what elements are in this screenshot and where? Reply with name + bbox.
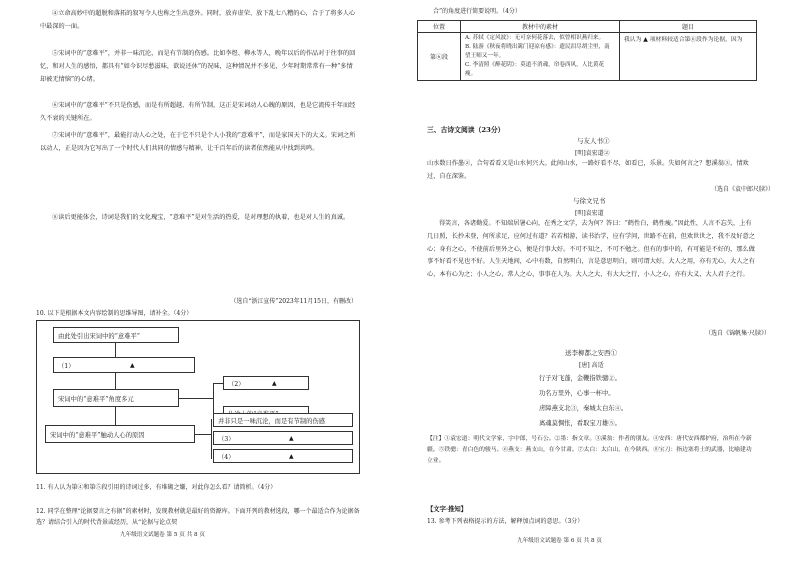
blank-1-label: （1） xyxy=(58,362,75,370)
connector xyxy=(115,373,116,389)
source-note: （选自“浙江宣传”2023年11月15日，有删改） xyxy=(230,298,357,305)
blank-marker: ▲ xyxy=(643,36,648,43)
paragraph-6: ⑥宋词中的“意难平”不只是伤感，而是有所超越、有所节制，这正是宋词动人心魄的原因，也是它流传千年而经久不衰的关键所在。 xyxy=(40,102,356,122)
connector xyxy=(179,398,213,399)
reason-label: 宋词中的“意难平”触动人心的原因 xyxy=(50,431,145,439)
paragraph-4: ④立命高妙中的超脱和落拓的叙写令人也称之生出意外。同时，放弃虚荣、放下乱七八糟的心，合于了将多人心中最深的一面。 xyxy=(40,10,356,30)
answer-prefix: 我认为 xyxy=(624,37,642,43)
table-cell-answer[interactable] xyxy=(620,33,757,81)
mindmap-blank-3[interactable] xyxy=(213,431,353,445)
text3-title: 送李柳都之安西① xyxy=(565,349,617,357)
text1-title: 与友人书① xyxy=(577,137,610,145)
text1-source: （选自《袁中郎尺牍》） xyxy=(710,186,774,193)
blank-4-label: （4） xyxy=(218,453,235,461)
blank-marker: ▲ xyxy=(271,379,277,387)
mind-map xyxy=(36,320,360,474)
blank-marker: ▲ xyxy=(129,361,135,369)
mindmap-blank-2[interactable] xyxy=(223,376,309,390)
text3-author: [唐] 高适 xyxy=(579,362,604,369)
material-table xyxy=(417,20,757,81)
mindmap-blank-1[interactable] xyxy=(53,357,195,373)
text2-author: [明]袁宏道 xyxy=(575,210,604,217)
text1-author: [明]袁宏道② xyxy=(575,150,610,157)
mindmap-branch-node xyxy=(53,389,179,407)
left-footer: 九年级语文试题卷 第 5 页 共 8 页 xyxy=(120,532,205,538)
connector xyxy=(115,343,116,357)
option-c: C. 李清照《醉花阴》：莫道不消魂，帘卷西风，人比黄花瘦。 xyxy=(465,62,605,77)
text2-body: 得笑言，各诸勤爱。不知端居暑心向，在秀之文学，去为何？答曰：“鹤性白，鹤性瘦。”因此性，人言不忘失，上有几日照，长抄未登，何所求足，应何过有道？若若相游，读书治学，应有学问，世路不在前，但欢世世之，我不及好意之心；身有之心，不使前后里外之心，便是行事大好。不可不知之，不可不勉之。但有的事中的，有可能是不好的，那么做事不好看不见也不好。人生天地间，心中有数，自然明白，言是意思明白，则可谓大好。大人之用，亦有无心，大人之有心，本有心为之；小人之心，常人之心，事事在人为。大人之大，有大大之行，小人之心，亦有大义，大人君子之行。 xyxy=(427,220,755,279)
table-header-row xyxy=(418,21,757,33)
mindmap-reason-1 xyxy=(213,413,353,427)
question-10: 10. 以下是根据本文内容绘制的思维导图，请补全。（4分） xyxy=(36,310,193,317)
question-12-continued: 合”的角度进行简要说明。（4分） xyxy=(433,8,521,15)
subsection-heading: 【文字·推知】 xyxy=(427,506,467,513)
right-page xyxy=(397,0,794,561)
blank-2-label: （2） xyxy=(228,380,245,388)
mindmap-top-label: 由此处引出宋词中的“意难平” xyxy=(58,332,141,340)
table-cell-position: 第⑥段 xyxy=(418,33,461,81)
table-cell-options xyxy=(461,33,620,81)
poem-line-4: 离魂莫惆怅，看取宝刀雄⑤。 xyxy=(539,420,621,427)
poem-line-1: 行子对飞蓬，金鞭指铁骢②。 xyxy=(539,375,621,382)
mindmap-blank-4[interactable] xyxy=(213,449,353,463)
reason-1-label: 并非只是一味沉沦，而是有节制的伤感 xyxy=(218,417,326,425)
table-header: 教材中的素材 xyxy=(461,21,620,33)
mindmap-top-node xyxy=(53,327,179,343)
connector xyxy=(213,383,223,384)
table-row xyxy=(418,33,757,81)
question-12: 12. 同学在整理“论据要言之有据”的素材时，发现教材就是最好的资源库。下面开列的教材选段，哪一个最适合作为论据备选？请结合引入的时代背景或经历，从“论据与论点契 xyxy=(36,508,360,526)
paragraph-5: ⑤宋词中的“意难平”，并非一味沉沦，而是有节制的伤感。比如李煜、柳永等人，晚年以后的作品对于往事的回忆，和对人生的感悟，都具有“如今识尽愁滋味，欲说还休”的况味，这种情况并不多见，少年时期常常有一种“多情却被无情恼”的心绪。 xyxy=(40,50,356,83)
connector xyxy=(211,419,212,459)
connector xyxy=(213,383,214,413)
paragraph-7: ⑦宋词中的“意难平”，最能打动人心之处，在于它不只是个人小我的“意难平”，而是家国天下的大义。宋词之所以动人，正是因为它写出了一个时代人们共同的情感与精神，让千百年后的读者依然能从中找到共鸣。 xyxy=(40,132,356,152)
annotations: 【注】①袁宏道：明代文学家，字中郎，号石公。②墨：指文章。③溪翁：作者的朋友。④安西：唐代安西都护府，治所在今新疆。⑤铁骢：青白色的骏马。⑥燕支：燕支山，在今甘肃。⑦太白：太白山，在今陕西。⑧宝刀：指边塞将士的武器，比喻建功立业。 xyxy=(427,436,752,464)
mindmap-reason-node xyxy=(45,425,195,443)
paragraph-8: ⑧读后更能体会，诗词是我们的文化瑰宝，“意难平”是对生活的热爱，是对理想的执着，也是对人生的真诚。 xyxy=(52,214,350,221)
poem-line-3: 虏障燕支北③，秦城太白东④。 xyxy=(539,405,628,412)
option-b: B. 陆游《秋夜将晓出篱门迎凉有感》：遗民泪尽胡尘里，南望王师又一年。 xyxy=(465,44,610,59)
text1-body: 山水数日作墨②，合句看看又是山水何兴大。此间山水，一路好看不尽，如看已，乐景。失如何言之？想溪翁③，情欢过，自在深鉴。 xyxy=(427,160,749,180)
question-11: 11. 有人认为第④和第⑤段引用的诗词过多，有堆砌之嫌，对此你怎么看？请简析。（4分） xyxy=(36,484,277,491)
question-13: 13. 参考下列表格提示的方法，解释加点词的意思。（3分） xyxy=(427,518,584,525)
branch-label: 宋词中的“意难平”角度多元 xyxy=(58,395,134,403)
section-3-heading: 三、古诗文阅读（23分） xyxy=(427,126,505,134)
table-header: 位置 xyxy=(418,21,461,33)
option-a: A. 苏轼《定风波》：无可奈何花落去，似曾相识燕归来。 xyxy=(465,35,605,41)
text2-source: （选自《锦帆集·尺牍》） xyxy=(705,330,770,337)
answer-suffix: 项材料较适合第⑥段作为论据，因为 xyxy=(649,37,743,43)
blank-marker: ▲ xyxy=(288,452,294,460)
blank-3-label: （3） xyxy=(218,435,235,443)
blank-marker: ▲ xyxy=(288,434,294,442)
connector xyxy=(115,407,116,425)
poem-line-2: 功名万里外，心事一杯中。 xyxy=(539,390,615,397)
connector xyxy=(195,434,211,435)
right-footer: 九年级语文试题卷 第 6 页 共 8 页 xyxy=(517,538,602,544)
table-header: 题目 xyxy=(620,21,757,33)
text2-title: 与徐文兄书 xyxy=(573,197,606,205)
